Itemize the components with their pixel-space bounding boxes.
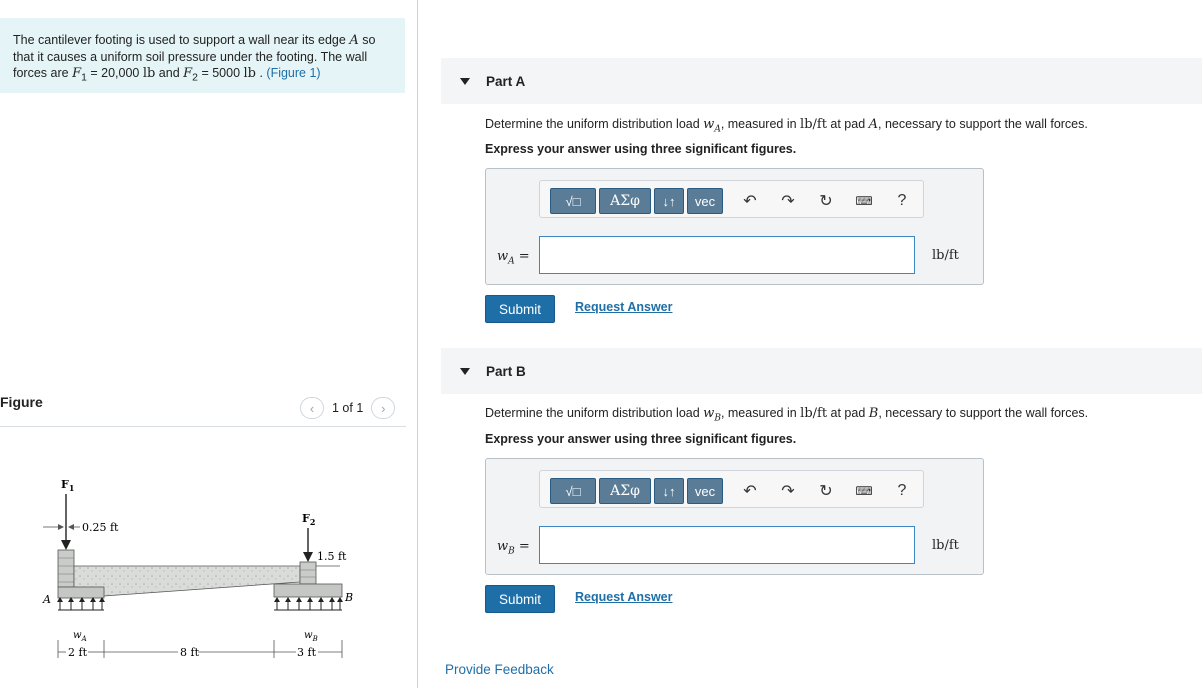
keyboard-icon[interactable]: ⌨ [855, 484, 873, 498]
pad-b [274, 584, 342, 597]
f1-arrowhead [61, 540, 71, 550]
template-button[interactable] [550, 478, 596, 504]
greek-button[interactable] [599, 478, 651, 504]
part-b-variable-label: $w_B$ = [497, 539, 530, 557]
vec-button[interactable] [687, 188, 723, 214]
wall-b [300, 562, 316, 584]
part-b-answer-box [485, 458, 984, 575]
part-a-instruction: Express your answer using three significant figures. [485, 142, 797, 156]
next-figure-button[interactable] [371, 397, 395, 419]
undo-icon[interactable]: ↶ [743, 483, 757, 500]
figure-title: Figure [0, 394, 43, 410]
chevron-right-icon: › [381, 400, 386, 416]
point-a-label: A [43, 593, 51, 606]
figure-link[interactable]: (Figure 1) [266, 66, 321, 80]
vec-button[interactable] [687, 478, 723, 504]
part-a-variable-label: $w_A$ = [497, 249, 530, 267]
left-panel [0, 0, 418, 688]
dim-2-ft: 2 ft [68, 646, 87, 659]
dim-0-25-ft: 0.25 ft [82, 521, 119, 534]
f2-label: $F_2$ [302, 512, 316, 527]
help-icon[interactable]: ? [897, 192, 907, 209]
collapse-triangle-icon [460, 368, 470, 375]
reset-icon[interactable]: ↻ [819, 483, 833, 500]
undo-icon[interactable]: ↶ [743, 193, 757, 210]
vector-icon: vec [694, 193, 716, 209]
help-icon[interactable]: ? [897, 482, 907, 499]
part-b-request-answer-link[interactable]: Request Answer [575, 590, 673, 604]
redo-icon[interactable]: ↷ [781, 193, 795, 210]
greek-symbols-icon: ΑΣφ [610, 193, 640, 209]
dim-8-ft: 8 ft [180, 646, 199, 659]
right-panel [419, 0, 1202, 688]
updown-button[interactable] [654, 478, 684, 504]
part-a-question: Determine the uniform distribution load $w_A$, measured in lb/ft at pad A, necessary to support the wall forces. [485, 117, 1088, 135]
greek-button[interactable] [599, 188, 651, 214]
point-b-label: B [345, 591, 354, 604]
fraction-sqrt-template-icon: √□ [565, 193, 581, 209]
part-b-instruction: Express your answer using three significant figures. [485, 432, 797, 446]
part-b-submit-button[interactable]: Submit [485, 585, 555, 613]
part-b-question: Determine the uniform distribution load $w_B$, measured in lb/ft at pad B, necessary to support the wall forces. [485, 406, 1089, 424]
part-a-answer-input[interactable] [539, 236, 915, 274]
prev-figure-button[interactable] [300, 397, 324, 419]
collapse-triangle-icon [460, 78, 470, 85]
updown-button[interactable] [654, 188, 684, 214]
part-a-submit-button[interactable]: Submit [485, 295, 555, 323]
part-a-unit: lb/ft [932, 248, 959, 263]
reset-icon[interactable]: ↻ [819, 193, 833, 210]
part-a-header[interactable]: Part A [441, 58, 1202, 104]
wall-a [58, 550, 74, 587]
redo-icon[interactable]: ↷ [781, 483, 795, 500]
subscript-superscript-icon: ↓↑ [662, 483, 676, 499]
pad-a [58, 587, 104, 598]
chevron-left-icon: ‹ [309, 400, 315, 416]
pager-count: 1 of 1 [332, 401, 364, 415]
cantilever-footing-figure [38, 470, 368, 670]
template-button[interactable] [550, 188, 596, 214]
figure-divider [0, 426, 406, 427]
f1-label: $F_1$ [61, 478, 75, 493]
figure-pager [300, 397, 395, 419]
dim-1-5-ft: 1.5 ft [317, 550, 347, 563]
math-toolbar [539, 470, 924, 508]
wa-label: $w_A$ [73, 630, 87, 643]
subscript-superscript-icon: ↓↑ [662, 193, 676, 209]
problem-statement: The cantilever footing is used to support a wall near its edge A so that it causes a uniform soil pressure under the footing. The wall forces are $F_1 = 20,000$ lb and $F_2 = 5000$ lb . (Figure 1) [0, 18, 405, 93]
part-b-answer-input[interactable] [539, 526, 915, 564]
vector-icon: vec [694, 483, 716, 499]
part-b-header[interactable]: Part B [441, 348, 1202, 394]
part-a-answer-box [485, 168, 984, 285]
part-a-request-answer-link[interactable]: Request Answer [575, 300, 673, 314]
provide-feedback-link[interactable]: Provide Feedback [445, 662, 554, 677]
dim-3-ft: 3 ft [297, 646, 316, 659]
fraction-sqrt-template-icon: √□ [565, 483, 581, 499]
math-toolbar [539, 180, 924, 218]
greek-symbols-icon: ΑΣφ [610, 483, 640, 499]
f2-arrowhead [303, 552, 313, 562]
footing-beam [74, 566, 300, 596]
wb-label: $w_B$ [304, 630, 318, 643]
keyboard-icon[interactable]: ⌨ [855, 194, 873, 208]
part-b-unit: lb/ft [932, 538, 959, 553]
